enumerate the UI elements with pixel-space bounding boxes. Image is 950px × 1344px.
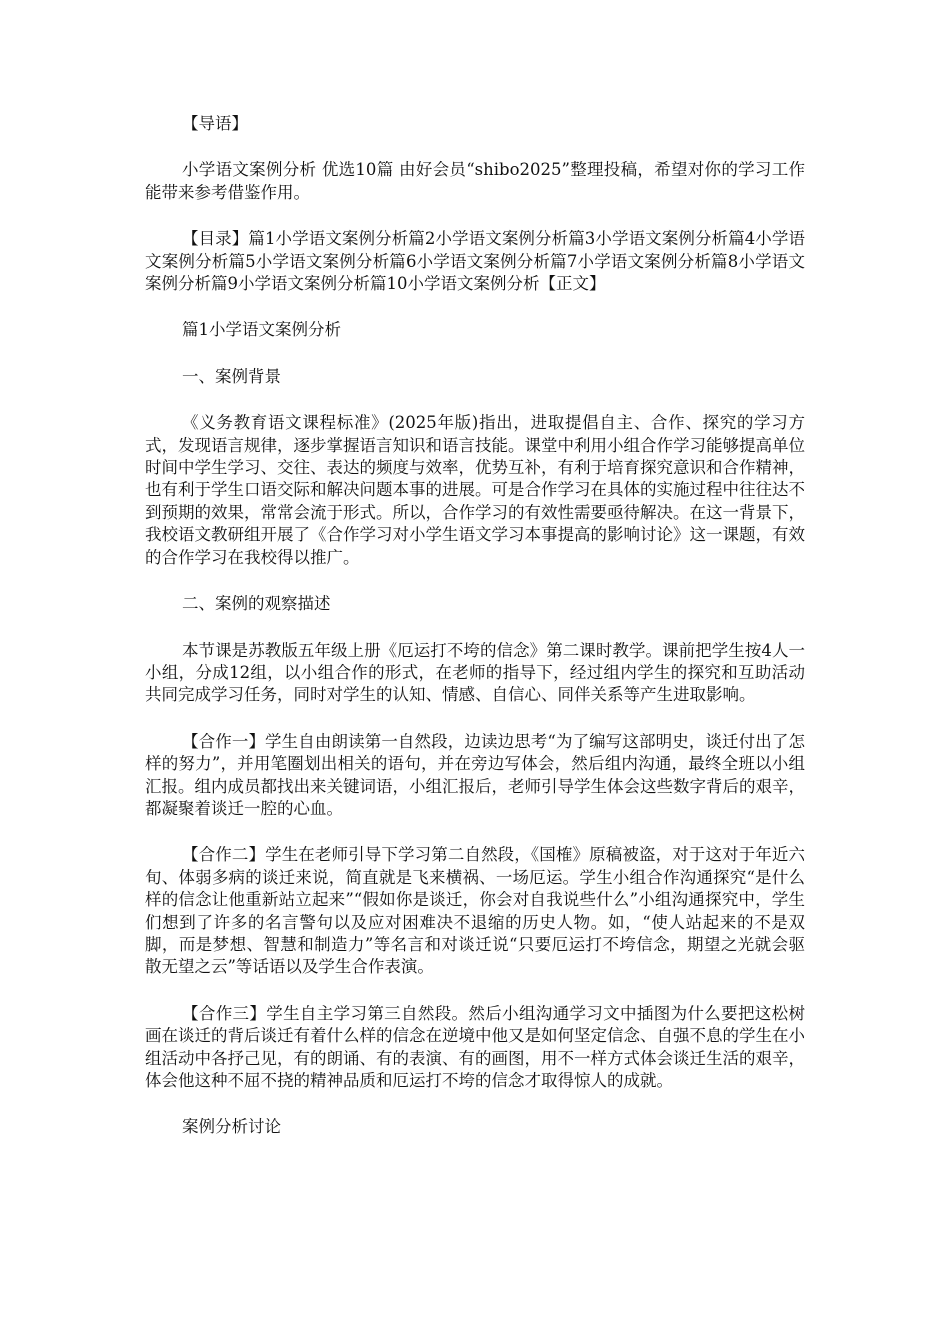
cooperation-three-paragraph: 【合作三】学生自主学习第三自然段。然后小组沟通学习文中插图为什么要把这松树画在谈迁的背后谈迁有着什么样的信念在逆境中他又是如何坚定信念、自强不息的学生在小组活动中各抒己见，有的朗诵、有的表演、有的画图，用不一样方式体会谈迁生活的艰辛，体会他这种不屈不挠的精神品质和厄运打不垮的信念才取得惊人的成就。 bbox=[145, 1003, 805, 1090]
cooperation-two-paragraph: 【合作二】学生在老师引导下学习第二自然段，《国榷》原稿被盗，对于这对于年近六旬、体弱多病的谈迁来说，简直就是飞来横祸、一场厄运。学生小组合作沟通探究“是什么样的信念让他重新站立起来”“假如你是谈迁，你会对自我说些什么”小组沟通探究中，学生们想到了许多的名言警句以及应对困难决不退缩的历史人物。如，“使人站起来的不是双脚，而是梦想、智慧和制造力”等名言和对谈迁说“只要厄运打不垮信念，期望之光就会驱散无望之云”等话语以及学生合作表演。 bbox=[145, 845, 805, 977]
section-heading-observation: 二、案例的观察描述 bbox=[182, 594, 331, 614]
table-of-contents: 【目录】篇1小学语文案例分析篇2小学语文案例分析篇3小学语文案例分析篇4小学语文案例分析篇5小学语文案例分析篇6小学语文案例分析篇7小学语文案例分析篇8小学语文案例分析篇9小学语文案例分析篇10小学语文案例分析【正文】 bbox=[145, 229, 805, 294]
background-paragraph: 《义务教育语文课程标准》(2025年版)指出，进取提倡自主、合作、探究的学习方式，发现语言规律，逐步掌握语言知识和语言技能。课堂中利用小组合作学习能够提高单位时间中学生学习、交往、表达的频度与效率，优势互补，有利于培育探究意识和合作精神，也有利于学生口语交际和解决问题本事的进展。可是合作学习在具体的实施过程中往往达不到预期的效果，常常会流于形式。所以，合作学习的有效性需要亟待解决。在这一背景下，我校语文教研组开展了《合作学习对小学生语文学习本事提高的影响讨论》这一课题，有效的合作学习在我校得以推广。 bbox=[145, 413, 805, 567]
article-title: 篇1小学语文案例分析 bbox=[182, 320, 341, 340]
section-heading-analysis: 案例分析讨论 bbox=[182, 1117, 281, 1137]
cooperation-one-paragraph: 【合作一】学生自由朗读第一自然段，边读边思考“为了编写这部明史，谈迁付出了怎样的努力”，并用笔圈划出相关的语句，并在旁边写体会，然后组内沟通，最终全班以小组汇报。组内成员都找出来关键词语，小组汇报后，老师引导学生体会这些数字背后的艰辛，都凝聚着谈迁一腔的心血。 bbox=[145, 731, 805, 818]
observation-paragraph: 本节课是苏教版五年级上册《厄运打不垮的信念》第二课时教学。课前把学生按4人一小组，分成12组，以小组合作的形式，在老师的指导下，经过组内学生的探究和互助活动共同完成学习任务，同时对学生的认知、情感、自信心、同伴关系等产生进取影响。 bbox=[145, 640, 805, 705]
document-body bbox=[145, 113, 805, 1163]
intro-text: 小学语文案例分析 优选10篇 由好会员“shibo2025”整理投稿，希望对你的学习工作能带来参考借鉴作用。 bbox=[145, 160, 805, 202]
intro-heading: 【导语】 bbox=[182, 114, 248, 133]
section-heading-background: 一、案例背景 bbox=[182, 366, 281, 386]
